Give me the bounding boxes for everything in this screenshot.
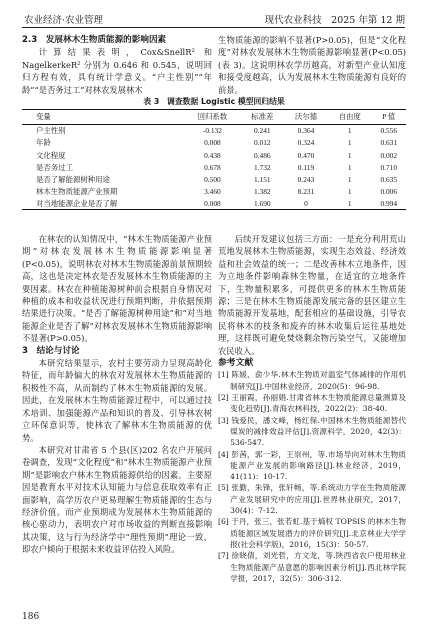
table-header-row (22, 110, 406, 125)
column-header: P 值 (372, 110, 406, 125)
table-cell: 0.710 (380, 162, 398, 172)
table-cell: 0.635 (380, 174, 398, 184)
right-column-bottom (218, 233, 406, 584)
page-number: 186 (22, 612, 40, 622)
table-cell: 0.364 (297, 126, 315, 136)
table-cell: 0.500 (204, 174, 221, 184)
reference-item: [1] 陈媛，俞少华.林木生物质对温室气体减排的作用机制研究[J].中国林业经济，2020(5)：96-98. (218, 370, 406, 391)
table-cell: 0.486 (253, 150, 271, 160)
column-header: 回归系数 (184, 110, 240, 125)
column-header: 沃尔德 (284, 110, 328, 125)
table-cell: 1 (347, 186, 352, 196)
table-cell: 3.460 (204, 186, 221, 196)
paragraph: 在林农的认知情况中，“林木生物质能源产业预期”对林农发展林木生物质能源影响显著(P<0.05)，说明林农对林木生物质能源前景预期较高，这也是决定林农是否发展林木生物质能源的主要因素。林农在种植能源树种前会根据自身情况对种植的成本和收益状况进行预期判断，并依据预期结果进行决策。“是否了解能源树种用途”和“对当地能源企业是否了解”对林农发展林木生物质能源影响不显著(P>0.05)。 (22, 234, 212, 344)
table-cell: 1 (347, 174, 352, 184)
table-cell: 1.690 (240, 197, 284, 210)
table-cell: 0.241 (253, 126, 271, 136)
table-cell: 0.631 (380, 138, 398, 148)
paragraph: 计算结果表明，Cox&SnellR² 和 NagelkerkeR² 分别为 0.646 和 0.545，说明回归方程有效，具有统计学意义。“户主性别”“年龄”“是否务过工”对林农发展林木 (22, 47, 212, 95)
table-cell: 0.243 (297, 174, 315, 184)
reference-item: [5] 张勤，朱锋，张轩畅，等.系统动力学在生物质能源产业发展研究中的应用[J].世界林业研究，2017，30(4)：7-12. (218, 483, 406, 516)
table-cell: 1 (347, 150, 352, 160)
table-row (22, 161, 406, 173)
table-cell: 1 (347, 162, 352, 172)
table-cell: 1 (347, 126, 352, 136)
table-cell: 1 (328, 197, 372, 210)
table-row (22, 149, 406, 161)
table-cell: 0.119 (297, 162, 315, 172)
table-cell: 是否了解能源树种用途 (36, 174, 110, 184)
table-cell: 0.438 (204, 150, 221, 160)
table-cell: 林木生物质能源产业预期 (36, 186, 118, 196)
table-cell: 年龄 (36, 138, 51, 148)
column-header: 变量 (22, 110, 184, 125)
section-heading: 2.3 发展林木生物质能源的影响因素 (22, 35, 167, 45)
paragraph: 后续开发建议包括三方面：一是充分利用荒山荒地发展林木生物质能源，实现生态效益、经济效益和社会效益的统一；二是改善林木立地条件，因为立地条件影响森林生物量，在适宜的立地条件下，生物量积累多，可提供更多的林木生物质能源；三是在林木生物质能源发展完备的县区建立生物质能源开发基地，配套相应的基础设施，引导农民将林木的枝条和废弃的林木收集后运往基地处理，这样既可避免焚烧剩余物污染空气，又能增加农民收入。 (218, 234, 406, 356)
journal-issue-label: 现代农业科技 2025 年第 12 期 (264, 15, 405, 26)
reference-item: [7] 徐晓倩，刘光哲，方文龙，等.陕西省农户使用林业生物质能源产品意愿的影响因素分析[J].西北林学院学报，2017，32(5)：306-312. (218, 551, 406, 583)
paragraph: 本研究结果显示，农村主要劳动力呈现高龄化特征，而年龄偏大的林农对发展林木生物质能源的积极性不高，从而制约了林木生物质能源的发展。因此，在发展林木生物质能源过程中，可以通过技术培训、加强能源产品和知识的普及、引导林农树立环保意识等，使林农了解林木生物质能源的优势。 (22, 358, 212, 443)
table-cell: 0.012 (253, 138, 271, 148)
references-heading: 参考文献 (218, 358, 254, 369)
reference-item: [4] 彭茜，郭一彩，王崇州，等.市场导向对林木生物质能源产业发展的影响路径[J].林业经济，2019，41(11)：10-17. (218, 449, 406, 482)
table-cell: 1.382 (253, 186, 271, 196)
table-row (22, 137, 406, 149)
column-header: 标准差 (240, 110, 284, 125)
journal-section-label: 农业经济·农业管理 (24, 15, 104, 26)
table-cell: 对当地能源企业是否了解 (22, 197, 184, 210)
table-cell: 0.002 (380, 150, 398, 160)
header-rule (22, 27, 405, 28)
regression-table (22, 109, 406, 210)
right-column-top (218, 34, 406, 96)
reference-item: [3] 钱爱民，潘文峰，杨红保.中国林木生物质能源替代煤炭的减排效益评估[J].资源科学，2020，42(3)：536-547. (218, 415, 406, 448)
table-row (22, 124, 406, 137)
table-row (22, 185, 406, 197)
table-cell: 文化程度 (36, 150, 66, 160)
table-cell: 0.008 (204, 138, 221, 148)
left-column-bottom (22, 233, 212, 556)
table-cell: 1.151 (253, 174, 271, 184)
reference-item: [2] 王丽霞，孙丽娟.甘肃省林木生物质能源总量测算及变化趋势[J].青海农林科技，2022(2)：38-40. (218, 393, 406, 414)
reference-item: [6] 于丹，张三，张若虹.基于熵权 TOPSIS 的林木生物质能源区域发展潜力的评价研究[J].北京林业大学学报(社会科学版)，2016，15(3)：50-57. (218, 517, 406, 549)
table-cell: 0.324 (297, 138, 315, 148)
table-cell: 0.008 (184, 197, 240, 210)
table-cell: 0.994 (372, 197, 406, 210)
table-cell: 是否务过工 (36, 162, 73, 172)
table-cell: 0.678 (204, 162, 221, 172)
section-heading: 3 结论与讨论 (22, 345, 80, 356)
table-cell: -0.132 (202, 126, 222, 136)
paragraph: 本研究对甘肃省 5 个县(区)202 名农户开展问卷调查，发现“文化程度”和“林木生物质能源产业预期”是影响农户林木生物质能源供给的因素。主要原因是教育水平对技术认知能力与信息获取效率有正面影响，高学历农户更易理解生物质能源的生态与经济价值。而产业预期成为发展林木生物质能源的核心驱动力，表明农户对市场收益的判断直接影响其决策，这与行为经济学中“理性预期”理论一致，即农户倾向于根据未来收益评估投入风险。 (22, 444, 212, 555)
table-caption: 表 3 调查数据 Logistic 模型回归结果 (143, 97, 285, 106)
table-cell: 0.006 (380, 186, 398, 196)
left-column-top (22, 34, 212, 96)
table-cell: 1.732 (253, 162, 271, 172)
table-cell: 0 (284, 197, 328, 210)
table-row (22, 173, 406, 185)
table-cell: 0.556 (380, 126, 398, 136)
column-header: 自由度 (328, 110, 372, 125)
paragraph: 生物质能源的影响不显著(P>0.05)，但是“文化程度”对林农发展林木生物质能源影响显著(P<0.05)(表 3)。这说明林农学历越高，对新型产业认知度和接受度越高，认为发展林木生物质能源有良好的前景。 (218, 35, 406, 95)
table-cell: 0.470 (297, 150, 315, 160)
table-cell: 1 (347, 138, 352, 148)
table-cell: 8.231 (297, 186, 315, 196)
table-cell: 户主性别 (36, 126, 66, 136)
table-row (22, 197, 406, 210)
